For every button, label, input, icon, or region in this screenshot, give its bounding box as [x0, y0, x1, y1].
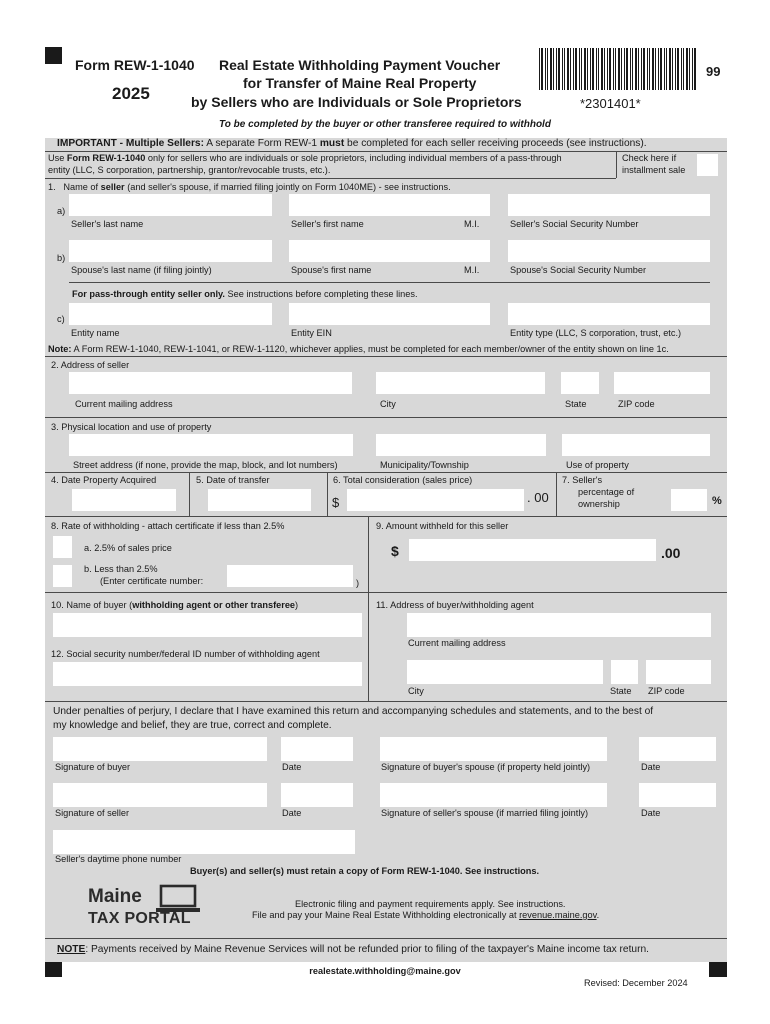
spouse-ssn-input[interactable]	[508, 240, 710, 262]
property-use-caption: Use of property	[566, 460, 629, 470]
seller-mailing-address-input[interactable]	[69, 372, 352, 394]
spouse-mi-input[interactable]	[462, 240, 480, 262]
perjury-statement-line1: Under penalties of perjury, I declare that I have examined this return and accompanying schedules and statements, and to the best of	[53, 706, 654, 717]
consideration-dollar-sign: $	[332, 495, 340, 510]
total-consideration-input[interactable]	[347, 489, 524, 511]
barcode-icon	[539, 48, 697, 92]
seller-spouse-signature-field[interactable]	[380, 783, 607, 807]
line4-label: 4. Date Property Acquired	[51, 475, 157, 485]
property-street-caption: Street address (if none, provide the map, block, and lot numbers)	[73, 460, 338, 470]
logo-tax-portal: TAX PORTAL	[88, 910, 191, 927]
spouse-first-caption: Spouse's first name	[291, 265, 372, 275]
passthrough-note: For pass-through entity seller only. See instructions before completing these lines.	[72, 289, 418, 299]
contact-email: realestate.withholding@maine.gov	[309, 966, 461, 976]
buyer-signature-date[interactable]	[281, 737, 353, 761]
line3-label: 3. Physical location and use of property	[51, 422, 212, 432]
line7-label-c: ownership	[578, 499, 620, 509]
seller-first-caption: Seller's first name	[291, 219, 364, 229]
line8-label: 8. Rate of withholding - attach certificate if less than 2.5%	[51, 521, 285, 531]
tax-year: 2025	[112, 84, 150, 103]
certificate-close-paren: )	[356, 578, 360, 588]
revision-date: Revised: December 2024	[584, 978, 688, 988]
seller-city-input[interactable]	[376, 372, 545, 394]
entity-type-caption: Entity type (LLC, S corporation, trust, etc.)	[510, 328, 682, 338]
seller-spouse-signature-date[interactable]	[639, 783, 716, 807]
buyer-zip-input[interactable]	[646, 660, 711, 684]
revenue-link[interactable]: revenue.maine.gov	[519, 910, 597, 920]
line1-label: 1. Name of seller (and seller's spouse, if married filing jointly on Form 1040ME) - see instructions.	[48, 182, 451, 192]
date-caption-1: Date	[282, 762, 302, 772]
row-c-label: c)	[57, 314, 65, 324]
title-line-1: Real Estate Withholding Payment Voucher	[219, 57, 501, 73]
buyer-zip-caption: ZIP code	[648, 686, 685, 696]
rate-reduced-checkbox[interactable]	[53, 565, 72, 587]
seller-zip-input[interactable]	[614, 372, 710, 394]
efile-line2: File and pay your Maine Real Estate Withholding electronically at revenue.maine.gov.	[252, 910, 600, 920]
line5-label: 5. Date of transfer	[196, 475, 270, 485]
seller-zip-caption: ZIP code	[618, 399, 655, 409]
row-b-label: b)	[57, 253, 66, 263]
line12-label: 12. Social security number/federal ID number of withholding agent	[51, 649, 320, 659]
date-of-transfer-input[interactable]	[208, 489, 311, 511]
important-text-a: A separate Form REW-1	[203, 138, 320, 149]
line7-label-b: percentage of	[578, 487, 635, 497]
certificate-number-label: (Enter certificate number:	[100, 576, 204, 586]
property-use-input[interactable]	[562, 434, 710, 456]
use-form-note-line2: entity (LLC, S corporation, partnership, grantor/revocable trusts, etc.).	[48, 165, 331, 175]
use-form-note: Use Form REW-1-1040 only for sellers who are individuals or sole proprietors, including individual members of a pass-through	[48, 153, 562, 163]
withheld-dollar-sign: $	[391, 543, 399, 559]
registration-mark-top-left	[45, 47, 62, 64]
line11-label: 11. Address of buyer/withholding agent	[376, 600, 534, 610]
seller-city-caption: City	[380, 399, 396, 409]
certificate-number-input[interactable]	[227, 565, 353, 587]
property-municipality-caption: Municipality/Township	[380, 460, 469, 470]
important-notice	[57, 138, 647, 150]
seller-ssn-input[interactable]	[508, 194, 710, 216]
spouse-ssn-caption: Spouse's Social Security Number	[510, 265, 647, 275]
buyer-spouse-signature-date[interactable]	[639, 737, 716, 761]
seller-mailing-caption: Current mailing address	[75, 399, 173, 409]
property-street-input[interactable]	[69, 434, 353, 456]
rate-option-b: b. Less than 2.5%	[84, 564, 158, 574]
property-municipality-input[interactable]	[376, 434, 546, 456]
logo-maine: Maine	[88, 886, 142, 907]
line2-label: 2. Address of seller	[51, 360, 130, 370]
page-code: 99	[706, 64, 721, 79]
installment-label-2: installment sale	[622, 165, 686, 175]
buyer-city-caption: City	[408, 686, 424, 696]
line10-label: 10. Name of buyer (withholding agent or other transferee)	[51, 600, 299, 610]
spouse-last-caption: Spouse's last name (if filing jointly)	[71, 265, 212, 275]
date-acquired-input[interactable]	[72, 489, 176, 511]
title-line-3: by Sellers who are Individuals or Sole Proprietors	[191, 94, 522, 110]
buyer-spouse-signature-caption: Signature of buyer's spouse (if property held jointly)	[381, 762, 591, 772]
installment-sale-checkbox[interactable]	[697, 154, 718, 176]
retain-copy-note: Buyer(s) and seller(s) must retain a copy of Form REW-1-1040. See instructions.	[190, 866, 540, 876]
spouse-mi-caption: M.I.	[464, 265, 480, 275]
seller-mi-caption: M.I.	[464, 219, 480, 229]
withheld-cents: .00	[661, 545, 681, 561]
buyer-state-input[interactable]	[611, 660, 638, 684]
entity-ein-caption: Entity EIN	[291, 328, 332, 338]
important-text-b: be completed for each seller receiving proceeds (see instructions).	[344, 138, 647, 149]
row-a-label: a)	[57, 206, 66, 216]
important-label: IMPORTANT - Multiple Sellers:	[57, 138, 204, 149]
buyer-mailing-caption: Current mailing address	[408, 638, 506, 648]
seller-last-name-input[interactable]	[69, 194, 272, 216]
title-line-2: for Transfer of Maine Real Property	[243, 75, 477, 91]
buyer-state-caption: State	[610, 686, 632, 696]
buyer-signature-field[interactable]	[53, 737, 267, 761]
buyer-signature-caption: Signature of buyer	[55, 762, 131, 772]
entity-name-input[interactable]	[69, 303, 272, 325]
buyer-spouse-signature-field[interactable]	[380, 737, 607, 761]
buyer-city-input[interactable]	[407, 660, 603, 684]
seller-spouse-signature-caption: Signature of seller's spouse (if married filing jointly)	[381, 808, 589, 818]
buyer-mailing-address-input[interactable]	[407, 613, 711, 637]
date-caption-2: Date	[641, 762, 661, 772]
entity-name-caption: Entity name	[71, 328, 120, 338]
rate-option-a: a. 2.5% of sales price	[84, 543, 172, 553]
seller-signature-date[interactable]	[281, 783, 353, 807]
seller-phone-input[interactable]	[53, 830, 355, 854]
installment-label-1: Check here if	[622, 153, 677, 163]
ownership-percentage-input[interactable]	[671, 489, 707, 511]
date-caption-4: Date	[641, 808, 661, 818]
seller-state-input[interactable]	[561, 372, 599, 394]
entity-note: Note: A Form REW-1-1040, REW-1-1041, or REW-1-1120, whichever applies, must be completed for each member/owner of the entity shown on line 1c.	[48, 344, 669, 354]
refund-note: NOTE: Payments received by Maine Revenue Services will not be refunded prior to filing of the taxpayer's Maine income tax return.	[57, 944, 649, 955]
withholding-agent-id-input[interactable]	[53, 662, 362, 686]
important-must: must	[319, 138, 345, 149]
seller-signature-caption: Signature of seller	[55, 808, 130, 818]
seller-last-caption: Seller's last name	[71, 219, 144, 229]
consideration-cents: . 00	[527, 490, 549, 505]
form-id: Form REW-1-1040	[75, 57, 195, 73]
entity-type-input[interactable]	[508, 303, 710, 325]
spouse-last-name-input[interactable]	[69, 240, 272, 262]
percent-sign: %	[712, 495, 722, 507]
barcode-number: *2301401*	[580, 96, 641, 111]
date-caption-3: Date	[282, 808, 302, 818]
line7-label-a: 7. Seller's	[562, 475, 603, 485]
spouse-first-name-input[interactable]	[289, 240, 490, 262]
buyer-name-input[interactable]	[53, 613, 362, 637]
form-body	[45, 138, 727, 962]
seller-first-name-input[interactable]	[289, 194, 490, 216]
seller-signature-field[interactable]	[53, 783, 267, 807]
seller-ssn-caption: Seller's Social Security Number	[510, 219, 639, 229]
line6-label: 6. Total consideration (sales price)	[333, 475, 473, 485]
seller-state-caption: State	[565, 399, 587, 409]
efile-line1: Electronic filing and payment requirements apply. See instructions.	[295, 899, 566, 909]
line9-label: 9. Amount withheld for this seller	[376, 521, 509, 531]
amount-withheld-input[interactable]	[409, 539, 656, 561]
entity-ein-input[interactable]	[289, 303, 490, 325]
form-subtitle: To be completed by the buyer or other transferee required to withhold	[219, 119, 551, 130]
rate-full-checkbox[interactable]	[53, 536, 72, 558]
seller-phone-caption: Seller's daytime phone number	[55, 854, 182, 864]
perjury-statement-line2: my knowledge and belief, they are true, correct and complete.	[53, 720, 332, 731]
seller-mi-input[interactable]	[462, 194, 480, 216]
